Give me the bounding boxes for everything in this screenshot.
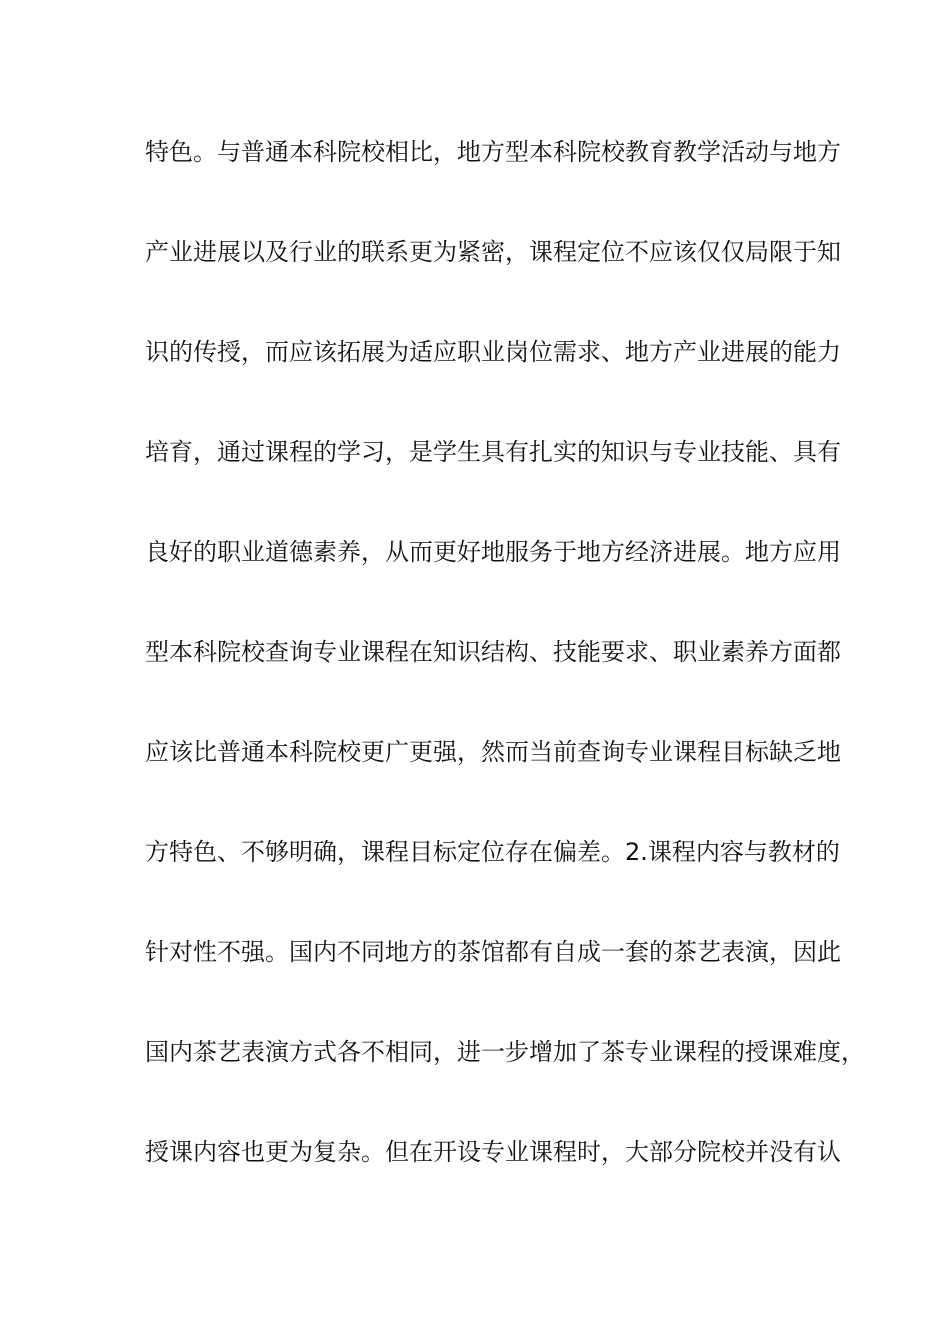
text-line: 识的传授，而应该拓展为适应职业岗位需求、地方产业进展的能力 (145, 338, 841, 366)
text-line: 针对性不强。国内不同地方的茶馆都有自成一套的茶艺表演，因此 (145, 938, 841, 966)
text-line: 授课内容也更为复杂。但在开设专业课程时，大部分院校并没有认 (145, 1138, 841, 1166)
text-line: 特色。与普通本科院校相比，地方型本科院校教育教学活动与地方 (145, 138, 841, 166)
text-line: 方特色、不够明确，课程目标定位存在偏差。2.课程内容与教材的 (145, 838, 840, 866)
text-line: 产业进展以及行业的联系更为紧密，课程定位不应该仅仅局限于知 (145, 238, 841, 266)
text-line: 良好的职业道德素养，从而更好地服务于地方经济进展。地方应用 (145, 538, 841, 566)
text-line: 国内茶艺表演方式各不相同，进一步增加了茶专业课程的授课难度， (145, 1038, 865, 1066)
text-line: 培育，通过课程的学习，是学生具有扎实的知识与专业技能、具有 (145, 438, 841, 466)
text-line: 应该比普通本科院校更广更强，然而当前查询专业课程目标缺乏地 (145, 738, 841, 766)
body-text (145, 129, 865, 1229)
text-line: 型本科院校查询专业课程在知识结构、技能要求、职业素养方面都 (145, 638, 841, 666)
